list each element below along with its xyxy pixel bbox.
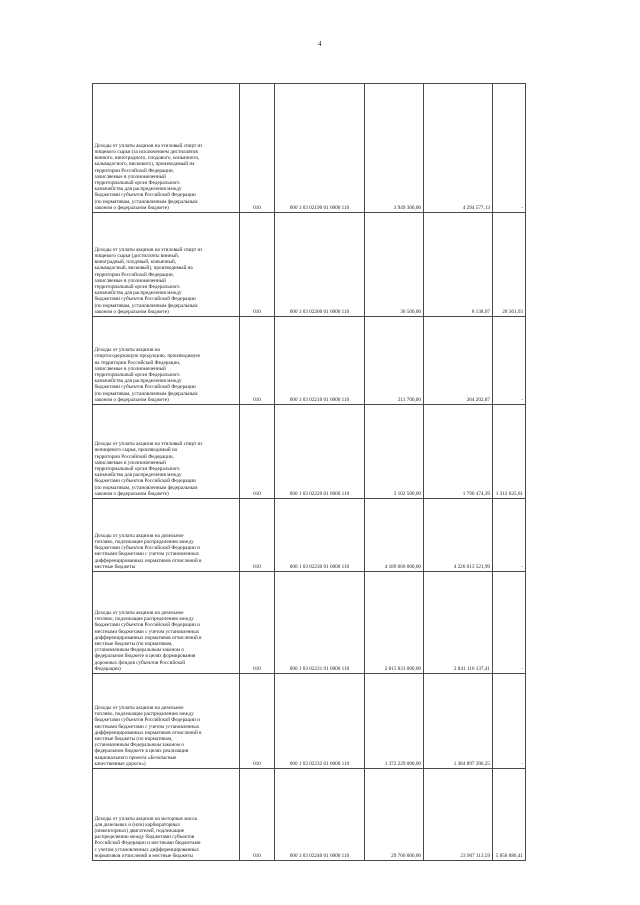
income-name: Доходы от уплаты акцизов на моторные масла для дизельных и (или) карбюраторных (инжекторных) двигателей, подлежащие распределению между бюджетами субъектов Российской Федерации и местными бюджетами с учетом установленных дифференцированных нормативов отчислений в местные бюджеты <box>94 815 201 859</box>
unexecuted-amount-cell: - <box>493 317 526 405</box>
executed-amount-cell: 8 138,07 <box>424 213 493 317</box>
budget-classification-code-cell: 000 1 03 02220 01 0000 110 <box>275 405 365 499</box>
budget-classification-code-cell: 000 1 03 02210 01 0000 110 <box>275 317 365 405</box>
line-code-cell: 010 <box>240 674 275 769</box>
executed-amount-cell: 1 384 897 396,25 <box>424 674 493 769</box>
approved-amount-cell: 29 766 000,00 <box>365 769 424 861</box>
unexecuted-amount-cell: - <box>493 572 526 674</box>
unexecuted-amount-cell: 5 858 886,41 <box>493 769 526 861</box>
income-name-cell <box>93 84 240 213</box>
line-code-cell: 010 <box>240 317 275 405</box>
income-name: Доходы от уплаты акцизов на этиловый спирт из пищевого сырья (за исключением дистиллятов винного, виноградного, плодового, коньячного, кальвадосного, вискового), производимый на территории Российской Федерации, зачисляемые в уполномоченный территориальный орган Федерального казначейства для распределения между бюджетами субъектов Российской Федерации (по нормативам, установленным федеральным законом о федеральном бюджете) <box>94 142 203 211</box>
table-row <box>93 317 526 405</box>
executed-amount-cell: 2 841 116 137,41 <box>424 572 493 674</box>
budget-classification-code-cell: 000 1 03 02231 01 0000 110 <box>275 572 365 674</box>
executed-amount-cell: 264 202,87 <box>424 317 493 405</box>
unexecuted-amount-cell: - <box>493 499 526 572</box>
executed-amount-cell: 4 294 577,13 <box>424 84 493 213</box>
income-name-cell <box>93 674 240 769</box>
table-row <box>93 84 526 213</box>
unexecuted-amount-cell: - <box>493 84 526 213</box>
table-row <box>93 213 526 317</box>
executed-amount-cell: 4 226 013 521,99 <box>424 499 493 572</box>
income-name: Доходы от уплаты акцизов на этиловый спирт из пищевого сырья (дистилляты винный, виноградный, плодовый, коньячный, кальвадосный, висковый), производимый на территории Российской Федерации, зачисляемые в уполномоченный территориальный орган Федерального казначейства для распределения между бюджетами субъектов Российской Федерации (по нормативам, установленным федеральным законом о федеральном бюджете) <box>94 246 203 315</box>
line-code-cell: 010 <box>240 499 275 572</box>
income-name-cell <box>93 499 240 572</box>
budget-classification-code-cell: 000 1 03 02240 01 0000 110 <box>275 769 365 861</box>
income-name: Доходы от уплаты акцизов на дизельное топливо, подлежащие распределению между бюджетами субъектов Российской Федерации и местными бюджетами с учетом установленных дифференцированных нормативов отчислений в местные бюджеты (по нормативам, установленным Федеральным законом о федеральном бюджете в целях реализации национального проекта «Безопасные качественные дороги») <box>94 704 202 767</box>
line-code-cell: 010 <box>240 572 275 674</box>
executed-amount-cell: 23 907 113,59 <box>424 769 493 861</box>
approved-amount-cell: 2 815 831 000,00 <box>365 572 424 674</box>
income-name-cell <box>93 317 240 405</box>
income-name-cell <box>93 572 240 674</box>
unexecuted-amount-cell: - <box>493 674 526 769</box>
unexecuted-amount-cell: 1 312 025,61 <box>493 405 526 499</box>
approved-amount-cell: 3 102 500,00 <box>365 405 424 499</box>
budget-classification-code-cell: 000 1 03 02230 01 0000 110 <box>275 499 365 572</box>
budget-classification-code-cell: 000 1 03 02200 01 0000 110 <box>275 213 365 317</box>
line-code-cell: 010 <box>240 769 275 861</box>
income-name: Доходы от уплаты акцизов на этиловый спирт из непищевого сырья, производимый на территории Российской Федерации, зачисляемые в уполномоченный территориальный орган Федерального казначейства для распределения между бюджетами субъектов Российской Федерации (по нормативам, установленным федеральным законом о федеральном бюджете) <box>94 441 203 497</box>
table-row <box>93 674 526 769</box>
income-name-cell <box>93 405 240 499</box>
table-row <box>93 572 526 674</box>
table-row <box>93 499 526 572</box>
line-code-cell: 010 <box>240 84 275 213</box>
budget-classification-code-cell: 000 1 03 02232 01 0000 110 <box>275 674 365 769</box>
income-name: Доходы от уплаты акцизов на дизельное топливо, подлежащие распределению между бюджетами субъектов Российской Федерации и местными бюджетами с учетом установленных дифференцированных нормативов отчислений в местные бюджеты <box>94 532 202 570</box>
approved-amount-cell: 4 189 060 000,00 <box>365 499 424 572</box>
unexecuted-amount-cell: 28 361,93 <box>493 213 526 317</box>
approved-amount-cell: 1 372 229 000,00 <box>365 674 424 769</box>
approved-amount-cell: 3 949 300,00 <box>365 84 424 213</box>
page-number: 4 <box>318 40 322 48</box>
table-row <box>93 405 526 499</box>
income-name: Доходы от уплаты акцизов на дизельное топливо, подлежащие распределению между бюджетами субъектов Российской Федерации и местными бюджетами с учетом установленных дифференцированных нормативов отчислений в местные бюджеты (по нормативам, установленным Федеральным законом о федеральном бюджете в целях формирования дорожных фондов субъектов Российской Федерации) <box>94 609 202 672</box>
income-name: Доходы от уплаты акцизов на спиртосодержащую продукцию, производимую на территории Российской Федерации, зачисляемые в уполномоченный территориальный орган Федерального казначейства для распределения между бюджетами субъектов Российской Федерации (по нормативам, установленным федеральным законом о федеральном бюджете) <box>94 347 201 403</box>
line-code-cell: 010 <box>240 405 275 499</box>
income-report-table <box>92 83 526 861</box>
table-row <box>93 769 526 861</box>
income-name-cell <box>93 213 240 317</box>
income-name-cell <box>93 769 240 861</box>
budget-classification-code-cell: 000 1 03 02190 01 0000 110 <box>275 84 365 213</box>
line-code-cell: 010 <box>240 213 275 317</box>
approved-amount-cell: 211 700,00 <box>365 317 424 405</box>
executed-amount-cell: 1 790 474,39 <box>424 405 493 499</box>
approved-amount-cell: 36 500,00 <box>365 213 424 317</box>
